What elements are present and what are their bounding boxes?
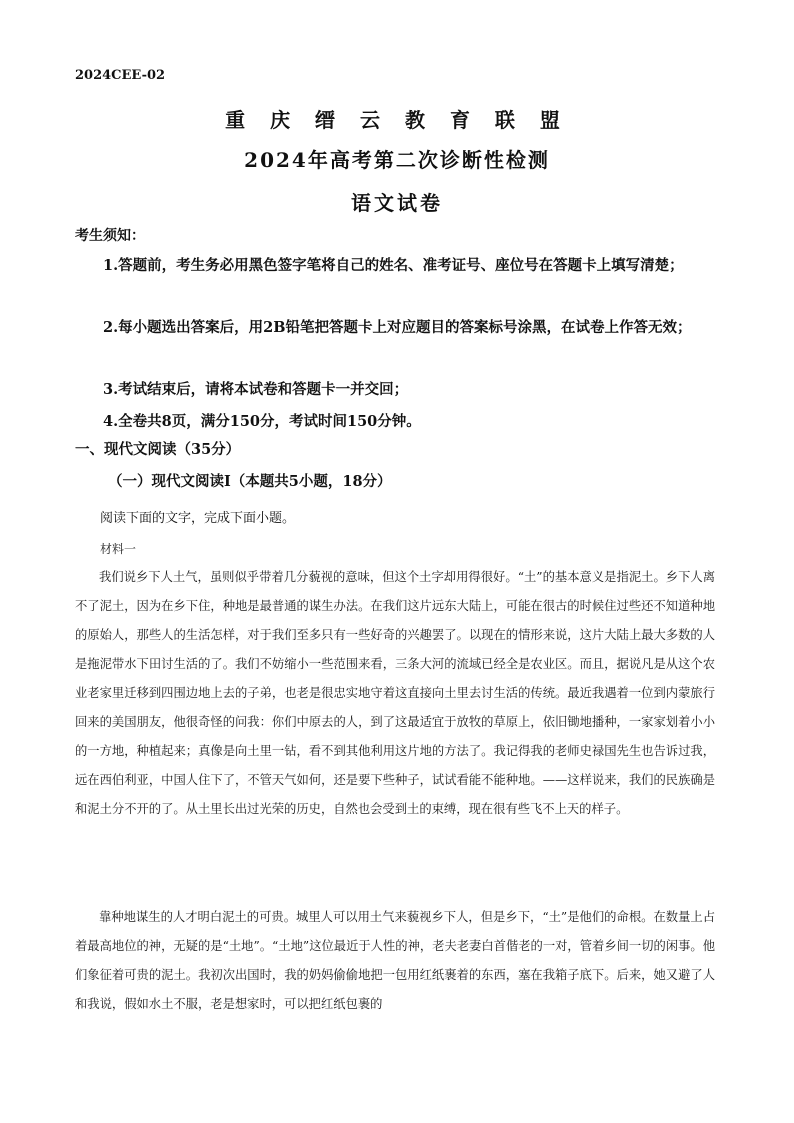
- note-item-2: 2.每小题选出答案后，用2B铅笔把答题卡上对应题目的答案标号涂黑，在试卷上作答无效；: [103, 319, 692, 336]
- reading-instruction: 阅读下面的文字，完成下面小题。: [100, 511, 296, 526]
- document-code: 2024CEE-02: [75, 68, 166, 83]
- exam-name-title: 2024年高考第二次诊断性检测: [244, 148, 550, 172]
- note-item-1: 1.答题前，考生务必用黑色签字笔将自己的姓名、准考证号、座位号在答题卡上填写清楚；: [103, 257, 684, 274]
- passage-paragraph-2: 靠种地谋生的人才明白泥土的可贵。城里人可以用土气来藐视乡下人，但是乡下，“土”是他们的命根。在数量上占着最高地位的神，无疑的是“土地”。“土地”这位最近于人性的神，老夫老妻白首偕老的一对，管着乡间一切的闲事。他们象征着可贵的泥土。我初次出国时，我的奶妈偷偷地把一包用红纸裹着的东西，塞在我箱子底下。后来，她又避了人和我说，假如水土不服，老是想家时，可以把红纸包裹的: [75, 910, 715, 1011]
- exam-organization-title: 重 庆 缙 云 教 育 联 盟: [225, 108, 569, 132]
- subject-title: 语文试卷: [351, 191, 443, 215]
- material-label: 材料一: [100, 542, 137, 556]
- notes-heading: 考生须知：: [75, 228, 145, 244]
- note-item-3: 3.考试结束后，请将本试卷和答题卡一并交回；: [103, 381, 409, 398]
- subsection-heading: （一）现代文阅读Ⅰ（本题共5小题，18分）: [108, 473, 392, 490]
- passage-paragraph-1: 我们说乡下人土气，虽则似乎带着几分藐视的意味，但这个土字却用得很好。“土”的基本意义是指泥土。乡下人离不了泥土，因为在乡下住，种地是最普通的谋生办法。在我们这片远东大陆上，可能在很古的时候住过些还不知道种地的原始人，那些人的生活怎样，对于我们至多只有一些好奇的兴趣罢了。以现在的情形来说，这片大陆上最大多数的人是拖泥带水下田讨生活的了。我们不妨缩小一些范围来看，三条大河的流域已经全是农业区。而且，据说凡是从这个农业老家里迁移到四围边地上去的子弟，也老是很忠实地守着这直接向土里去讨生活的传统。最近我遇着一位到内蒙旅行回来的美国朋友，他很奇怪的问我：你们中原去的人，到了这最适宜于放牧的草原上，依旧锄地播种，一家家划着小小的一方地，种植起来；真像是向土里一钻，看不到其他利用这片地的方法了。我记得我的老师史禄国先生也告诉过我，远在西伯利亚，中国人住下了，不管天气如何，还是要下些种子，试试看能不能种地。——这样说来，我们的民族确是和泥土分不开的了。从土里长出过光荣的历史，自然也会受到土的束缚，现在很有些飞不上天的样子。: [75, 570, 715, 816]
- section-heading: 一、现代文阅读（35分）: [75, 441, 241, 458]
- note-item-4: 4.全卷共8页，满分150分，考试时间150分钟。: [103, 413, 421, 430]
